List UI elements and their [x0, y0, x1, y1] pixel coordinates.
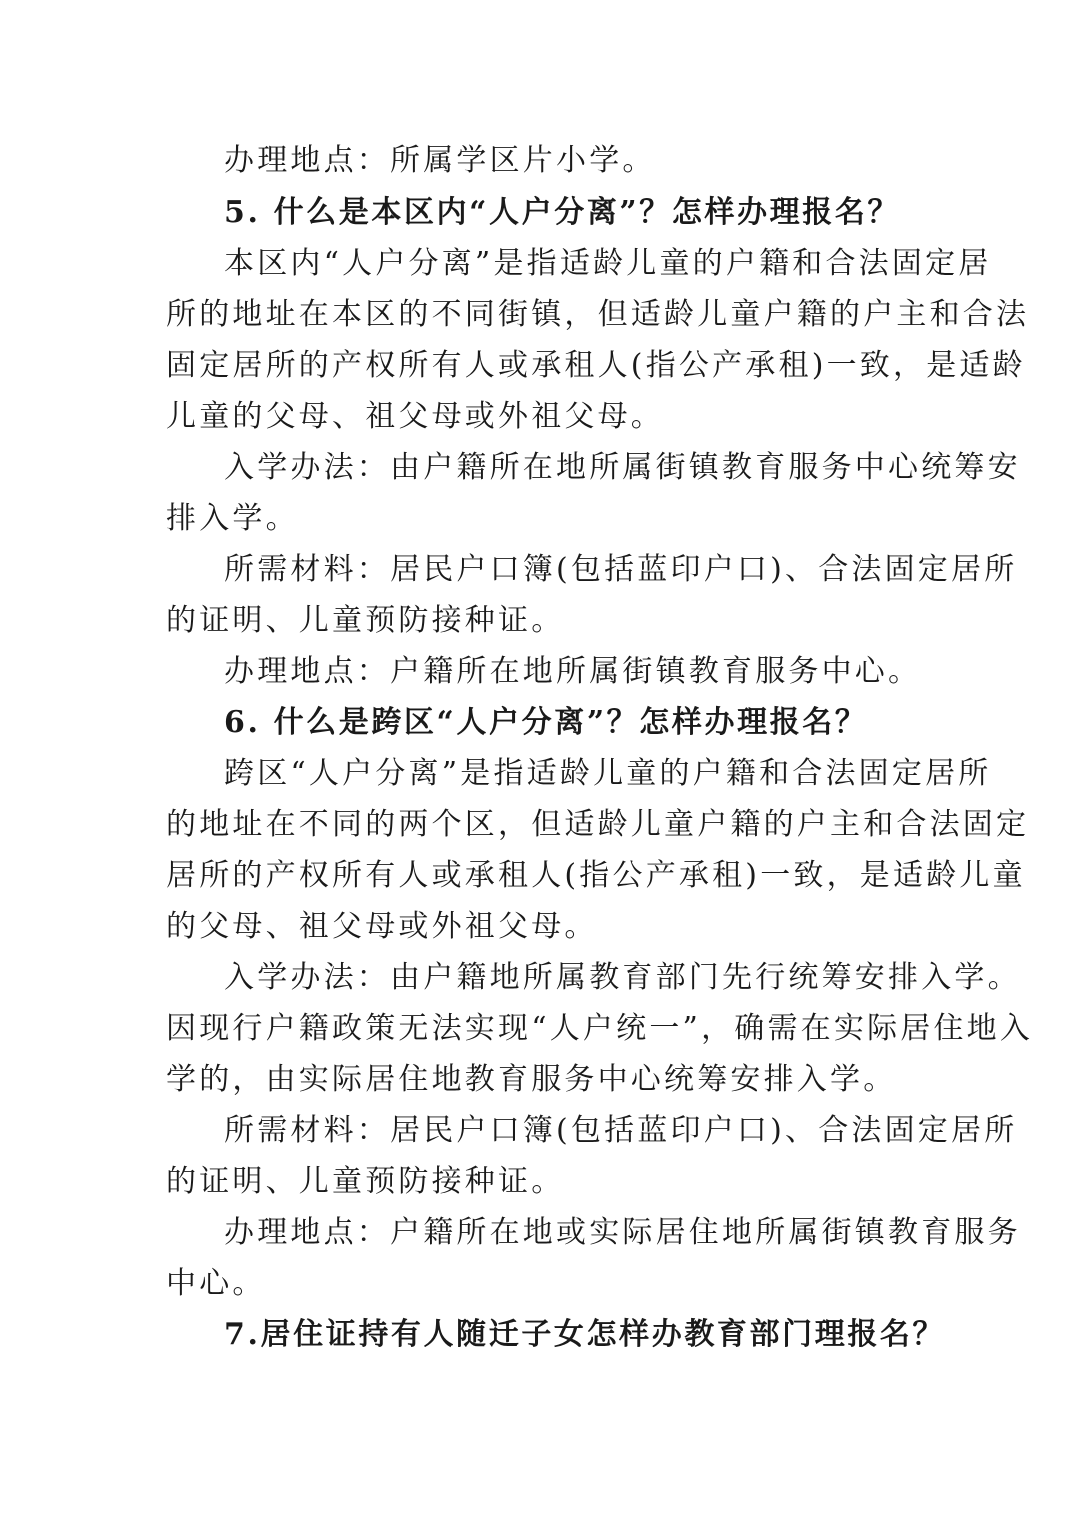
paragraph-line: 所的地址在本区的不同街镇，但适龄儿童户籍的户主和合法: [166, 297, 1030, 332]
paragraph-line: 的父母、祖父母或外祖父母。: [166, 909, 598, 944]
paragraph-line: 办理地点：户籍所在地所属街镇教育服务中心。: [224, 654, 922, 689]
section-heading-7: 7.居住证持有人随迁子女怎样办教育部门理报名？: [224, 1317, 946, 1352]
paragraph-line: 固定居所的产权所有人或承租人(指公产承租)一致，是适龄: [166, 348, 1026, 383]
paragraph-line: 中心。: [166, 1266, 266, 1301]
paragraph-line: 儿童的父母、祖父母或外祖父母。: [166, 399, 664, 434]
paragraph-line: 学的，由实际居住地教育服务中心统筹安排入学。: [166, 1062, 897, 1097]
section-heading-6: 6. 什么是跨区“人户分离”？怎样办理报名？: [224, 705, 868, 740]
paragraph-line: 因现行户籍政策无法实现“人户统一”，确需在实际居住地入: [166, 1011, 1034, 1046]
paragraph-line: 跨区“人户分离”是指适龄儿童的户籍和合法固定居所: [224, 756, 992, 791]
paragraph-line: 本区内“人户分离”是指适龄儿童的户籍和合法固定居: [224, 246, 992, 281]
paragraph-line: 的证明、儿童预防接种证。: [166, 1164, 565, 1199]
paragraph-line: 入学办法：由户籍所在地所属街镇教育服务中心统筹安: [224, 450, 1021, 485]
paragraph-line: 居所的产权所有人或承租人(指公产承租)一致，是适龄儿童: [166, 858, 1026, 893]
paragraph-line: 所需材料：居民户口簿(包括蓝印户口)、合法固定居所: [224, 552, 1018, 587]
paragraph-line: 办理地点：户籍所在地或实际居住地所属街镇教育服务: [224, 1215, 1021, 1250]
paragraph-line: 的证明、儿童预防接种证。: [166, 603, 565, 638]
paragraph-line: 办理地点：所属学区片小学。: [224, 143, 656, 178]
paragraph-line: 排入学。: [166, 501, 299, 536]
section-heading-5: 5. 什么是本区内“人户分离”？怎样办理报名？: [224, 195, 901, 230]
paragraph-line: 入学办法：由户籍地所属教育部门先行统筹安排入学。: [224, 960, 1021, 995]
paragraph-line: 的地址在不同的两个区，但适龄儿童户籍的户主和合法固定: [166, 807, 1030, 842]
paragraph-line: 所需材料：居民户口簿(包括蓝印户口)、合法固定居所: [224, 1113, 1018, 1148]
